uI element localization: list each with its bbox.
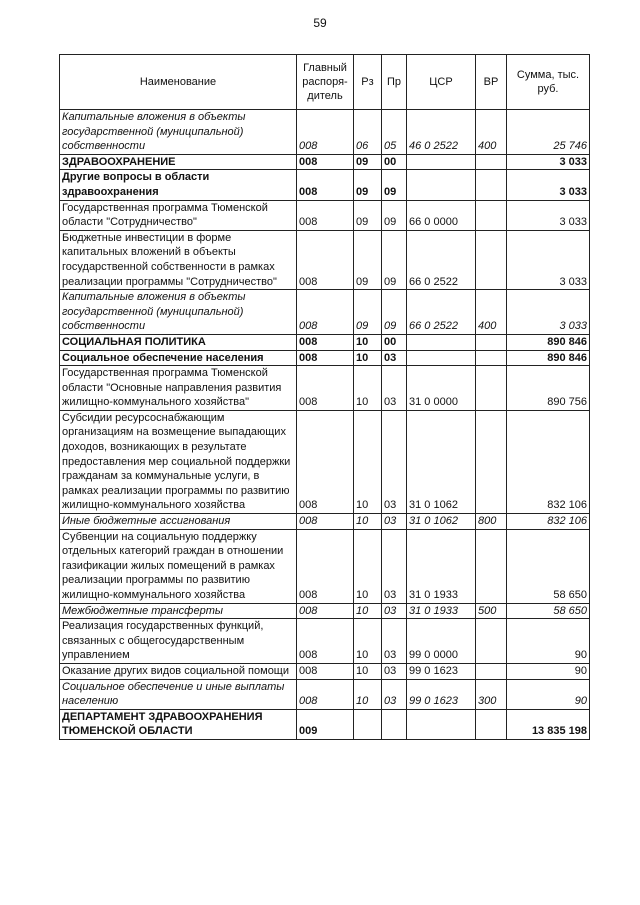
row-admin: 008 — [297, 154, 354, 170]
row-rz: 10 — [354, 663, 382, 679]
row-name: Капитальные вложения в объекты государственной (муниципальной) собственности — [60, 290, 297, 335]
row-pr: 03 — [382, 663, 407, 679]
row-csr — [407, 154, 476, 170]
row-sum: 832 106 — [507, 410, 590, 513]
row-pr: 05 — [382, 110, 407, 155]
row-rz: 10 — [354, 529, 382, 603]
row-sum: 890 756 — [507, 366, 590, 411]
row-vr — [476, 230, 507, 289]
row-pr: 03 — [382, 619, 407, 664]
row-pr: 00 — [382, 334, 407, 350]
row-csr: 46 0 2522 — [407, 110, 476, 155]
row-name: Государственная программа Тюменской области "Сотрудничество" — [60, 200, 297, 230]
row-name: Межбюджетные трансферты — [60, 603, 297, 619]
row-pr — [382, 709, 407, 739]
row-vr — [476, 709, 507, 739]
row-pr: 09 — [382, 230, 407, 289]
row-vr — [476, 619, 507, 664]
row-sum: 58 650 — [507, 603, 590, 619]
table-row — [60, 679, 590, 709]
header-pr: Пр — [382, 55, 407, 110]
row-rz: 10 — [354, 603, 382, 619]
row-admin: 008 — [297, 200, 354, 230]
row-sum: 3 033 — [507, 154, 590, 170]
row-rz: 09 — [354, 290, 382, 335]
row-csr — [407, 170, 476, 200]
table-row — [60, 200, 590, 230]
header-rz: Рз — [354, 55, 382, 110]
row-name: Социальное обеспечение населения — [60, 350, 297, 366]
row-rz: 10 — [354, 619, 382, 664]
row-sum: 90 — [507, 619, 590, 664]
row-vr — [476, 529, 507, 603]
row-pr: 03 — [382, 603, 407, 619]
row-vr: 800 — [476, 514, 507, 530]
row-vr — [476, 334, 507, 350]
row-rz: 09 — [354, 170, 382, 200]
row-pr: 03 — [382, 679, 407, 709]
row-pr: 03 — [382, 366, 407, 411]
row-rz: 06 — [354, 110, 382, 155]
row-admin: 008 — [297, 410, 354, 513]
row-admin: 008 — [297, 619, 354, 664]
row-rz — [354, 709, 382, 739]
table-header — [60, 55, 590, 110]
row-csr: 31 0 1933 — [407, 603, 476, 619]
header-name: Наименование — [60, 55, 297, 110]
row-name: ЗДРАВООХРАНЕНИЕ — [60, 154, 297, 170]
row-csr: 66 0 2522 — [407, 290, 476, 335]
row-name: СОЦИАЛЬНАЯ ПОЛИТИКА — [60, 334, 297, 350]
row-vr — [476, 663, 507, 679]
table-row — [60, 663, 590, 679]
row-vr — [476, 170, 507, 200]
table-row — [60, 230, 590, 289]
row-pr: 09 — [382, 200, 407, 230]
table-row — [60, 709, 590, 739]
row-vr: 500 — [476, 603, 507, 619]
row-csr: 31 0 0000 — [407, 366, 476, 411]
table-body — [60, 110, 590, 740]
row-csr: 99 0 0000 — [407, 619, 476, 664]
header-admin: Главный распоря-дитель — [297, 55, 354, 110]
header-csr: ЦСР — [407, 55, 476, 110]
row-sum: 3 033 — [507, 200, 590, 230]
table-row — [60, 603, 590, 619]
row-rz: 10 — [354, 410, 382, 513]
row-admin: 008 — [297, 334, 354, 350]
row-rz: 10 — [354, 514, 382, 530]
row-csr: 66 0 2522 — [407, 230, 476, 289]
row-vr: 300 — [476, 679, 507, 709]
row-csr: 31 0 1062 — [407, 410, 476, 513]
row-csr — [407, 709, 476, 739]
row-rz: 10 — [354, 350, 382, 366]
row-sum: 58 650 — [507, 529, 590, 603]
row-name: Субвенции на социальную поддержку отдельных категорий граждан в отношении газификации жилых помещений в рамках реализации программы по развитию жилищно-коммунального хозяйства — [60, 529, 297, 603]
row-admin: 008 — [297, 603, 354, 619]
table-row — [60, 170, 590, 200]
row-sum: 890 846 — [507, 350, 590, 366]
row-name: Оказание других видов социальной помощи — [60, 663, 297, 679]
row-csr: 31 0 1933 — [407, 529, 476, 603]
row-pr: 03 — [382, 410, 407, 513]
row-sum: 3 033 — [507, 170, 590, 200]
row-pr: 03 — [382, 529, 407, 603]
row-admin: 008 — [297, 366, 354, 411]
row-admin: 008 — [297, 230, 354, 289]
row-vr: 400 — [476, 290, 507, 335]
table-row — [60, 290, 590, 335]
row-vr — [476, 350, 507, 366]
table-row — [60, 619, 590, 664]
row-admin: 008 — [297, 514, 354, 530]
header-sum: Сумма, тыс. руб. — [507, 55, 590, 110]
row-csr: 31 0 1062 — [407, 514, 476, 530]
row-sum: 890 846 — [507, 334, 590, 350]
row-admin: 008 — [297, 350, 354, 366]
row-rz: 10 — [354, 366, 382, 411]
row-admin: 008 — [297, 679, 354, 709]
row-name: Государственная программа Тюменской области "Основные направления развития жилищно-коммунального хозяйства" — [60, 366, 297, 411]
row-rz: 09 — [354, 154, 382, 170]
row-vr: 400 — [476, 110, 507, 155]
row-admin: 008 — [297, 529, 354, 603]
page-number: 59 — [313, 16, 327, 30]
row-pr: 03 — [382, 350, 407, 366]
row-admin: 008 — [297, 663, 354, 679]
table-row — [60, 366, 590, 411]
row-name: Другие вопросы в области здравоохранения — [60, 170, 297, 200]
table-row — [60, 350, 590, 366]
row-name: Социальное обеспечение и иные выплаты населению — [60, 679, 297, 709]
row-sum: 3 033 — [507, 230, 590, 289]
table-row — [60, 514, 590, 530]
table-row — [60, 410, 590, 513]
row-name: ДЕПАРТАМЕНТ ЗДРАВООХРАНЕНИЯ ТЮМЕНСКОЙ ОБЛАСТИ — [60, 709, 297, 739]
row-admin: 008 — [297, 110, 354, 155]
header-vr: ВР — [476, 55, 507, 110]
row-pr: 03 — [382, 514, 407, 530]
row-csr — [407, 334, 476, 350]
row-admin: 008 — [297, 290, 354, 335]
row-rz: 10 — [354, 679, 382, 709]
row-admin: 009 — [297, 709, 354, 739]
row-sum: 3 033 — [507, 290, 590, 335]
row-sum: 832 106 — [507, 514, 590, 530]
table-row — [60, 529, 590, 603]
row-csr: 99 0 1623 — [407, 663, 476, 679]
row-name: Иные бюджетные ассигнования — [60, 514, 297, 530]
row-name: Капитальные вложения в объекты государственной (муниципальной) собственности — [60, 110, 297, 155]
row-sum: 25 746 — [507, 110, 590, 155]
row-vr — [476, 200, 507, 230]
row-name: Реализация государственных функций, связанных с общегосударственным управлением — [60, 619, 297, 664]
row-pr: 00 — [382, 154, 407, 170]
row-sum: 90 — [507, 679, 590, 709]
row-name: Субсидии ресурсоснабжающим организациям на возмещение выпадающих доходов, возникающих в результате предоставления мер социальной поддержки гражданам за коммунальные услуги, в рамках реализации программы по развитию жилищно-коммунального хозяйства — [60, 410, 297, 513]
table-row — [60, 110, 590, 155]
row-vr — [476, 410, 507, 513]
table-row — [60, 154, 590, 170]
row-admin: 008 — [297, 170, 354, 200]
row-csr — [407, 350, 476, 366]
row-sum: 90 — [507, 663, 590, 679]
row-csr: 66 0 0000 — [407, 200, 476, 230]
row-name: Бюджетные инвестиции в форме капитальных вложений в объекты государственной собственности в рамках реализации программы "Сотрудничество" — [60, 230, 297, 289]
row-vr — [476, 154, 507, 170]
row-pr: 09 — [382, 170, 407, 200]
row-rz: 09 — [354, 230, 382, 289]
table-row — [60, 334, 590, 350]
row-rz: 09 — [354, 200, 382, 230]
row-rz: 10 — [354, 334, 382, 350]
row-pr: 09 — [382, 290, 407, 335]
budget-table — [59, 54, 590, 740]
row-sum: 13 835 198 — [507, 709, 590, 739]
row-vr — [476, 366, 507, 411]
row-csr: 99 0 1623 — [407, 679, 476, 709]
